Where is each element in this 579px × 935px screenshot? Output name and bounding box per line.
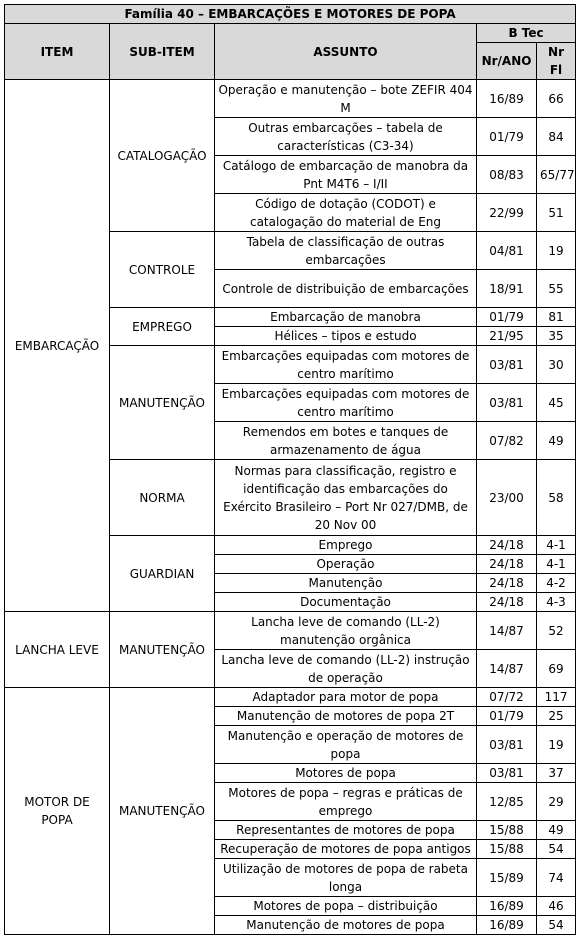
nrano-cell: 23/00 [477, 460, 537, 536]
nrfl-cell: 81 [537, 308, 576, 327]
assunto-cell: Embarcação de manobra [215, 308, 477, 327]
nrano-cell: 21/95 [477, 327, 537, 346]
nrfl-cell: 19 [537, 232, 576, 270]
nrfl-cell: 4-1 [537, 555, 576, 574]
assunto-cell: Operação e manutenção – bote ZEFIR 404 M [215, 80, 477, 118]
table-title: Família 40 – EMBARCAÇÕES E MOTORES DE POPA [5, 5, 576, 24]
nrano-cell: 07/72 [477, 688, 537, 707]
nrano-cell: 24/18 [477, 593, 537, 612]
nrano-cell: 15/88 [477, 840, 537, 859]
nrano-cell: 18/91 [477, 270, 537, 308]
nrfl-cell: 117 [537, 688, 576, 707]
header-subitem: SUB-ITEM [110, 24, 215, 80]
nrfl-cell: 65/77 [537, 156, 576, 194]
nrano-cell: 14/87 [477, 650, 537, 688]
nrano-cell: 01/79 [477, 308, 537, 327]
assunto-cell: Outras embarcações – tabela de características (C3-34) [215, 118, 477, 156]
assunto-cell: Manutenção e operação de motores de popa [215, 726, 477, 764]
assunto-cell: Lancha leve de comando (LL-2) manutenção orgânica [215, 612, 477, 650]
assunto-cell: Motores de popa – distribuição [215, 897, 477, 916]
nrfl-cell: 66 [537, 80, 576, 118]
nrano-cell: 15/88 [477, 821, 537, 840]
header-item: ITEM [5, 24, 110, 80]
header-nrano: Nr/ANO [477, 43, 537, 80]
nrfl-cell: 84 [537, 118, 576, 156]
nrano-cell: 24/18 [477, 555, 537, 574]
header-btec: B Tec [477, 24, 576, 43]
subitem-cell: MANUTENÇÃO [110, 612, 215, 688]
nrfl-cell: 4-1 [537, 536, 576, 555]
assunto-cell: Documentação [215, 593, 477, 612]
nrano-cell: 03/81 [477, 764, 537, 783]
table-body [5, 80, 576, 935]
assunto-cell: Emprego [215, 536, 477, 555]
assunto-cell: Utilização de motores de popa de rabeta longa [215, 859, 477, 897]
assunto-cell: Tabela de classificação de outras embarcações [215, 232, 477, 270]
nrfl-cell: 55 [537, 270, 576, 308]
nrano-cell: 07/82 [477, 422, 537, 460]
nrfl-cell: 29 [537, 783, 576, 821]
table-row [5, 612, 576, 650]
nrfl-cell: 51 [537, 194, 576, 232]
table-row [5, 80, 576, 118]
subitem-cell: CONTROLE [110, 232, 215, 308]
header-nrfl: Nr Fl [537, 43, 576, 80]
nrfl-cell: 45 [537, 384, 576, 422]
nrfl-cell: 49 [537, 821, 576, 840]
nrano-cell: 01/79 [477, 707, 537, 726]
nrfl-cell: 4-3 [537, 593, 576, 612]
nrano-cell: 03/81 [477, 726, 537, 764]
assunto-cell: Manutenção de motores de popa [215, 916, 477, 935]
nrano-cell: 03/81 [477, 346, 537, 384]
document-table [4, 4, 576, 935]
nrfl-cell: 4-2 [537, 574, 576, 593]
assunto-cell: Hélices – tipos e estudo [215, 327, 477, 346]
nrano-cell: 24/18 [477, 574, 537, 593]
assunto-cell: Embarcações equipadas com motores de centro marítimo [215, 346, 477, 384]
assunto-cell: Código de dotação (CODOT) e catalogação do material de Eng [215, 194, 477, 232]
table-row [5, 688, 576, 707]
nrano-cell: 15/89 [477, 859, 537, 897]
assunto-cell: Recuperação de motores de popa antigos [215, 840, 477, 859]
item-cell: MOTOR DE POPA [5, 688, 110, 935]
nrano-cell: 16/89 [477, 916, 537, 935]
nrano-cell: 14/87 [477, 612, 537, 650]
nrano-cell: 01/79 [477, 118, 537, 156]
subitem-cell: MANUTENÇÃO [110, 346, 215, 460]
nrfl-cell: 46 [537, 897, 576, 916]
header-assunto: ASSUNTO [215, 24, 477, 80]
nrfl-cell: 30 [537, 346, 576, 384]
assunto-cell: Remendos em botes e tanques de armazenamento de água [215, 422, 477, 460]
nrano-cell: 12/85 [477, 783, 537, 821]
nrfl-cell: 58 [537, 460, 576, 536]
assunto-cell: Normas para classificação, registro e identificação das embarcações do Exército Brasileiro – Port Nr 027/DMB, de 20 Nov 00 [215, 460, 477, 536]
nrfl-cell: 49 [537, 422, 576, 460]
nrano-cell: 04/81 [477, 232, 537, 270]
nrfl-cell: 37 [537, 764, 576, 783]
assunto-cell: Manutenção de motores de popa 2T [215, 707, 477, 726]
subitem-cell: NORMA [110, 460, 215, 536]
assunto-cell: Motores de popa – regras e práticas de emprego [215, 783, 477, 821]
nrfl-cell: 74 [537, 859, 576, 897]
nrfl-cell: 25 [537, 707, 576, 726]
nrfl-cell: 54 [537, 916, 576, 935]
nrfl-cell: 35 [537, 327, 576, 346]
nrano-cell: 08/83 [477, 156, 537, 194]
nrano-cell: 16/89 [477, 80, 537, 118]
item-cell: LANCHA LEVE [5, 612, 110, 688]
assunto-cell: Manutenção [215, 574, 477, 593]
assunto-cell: Catálogo de embarcação de manobra da Pnt M4T6 – I/II [215, 156, 477, 194]
assunto-cell: Embarcações equipadas com motores de centro marítimo [215, 384, 477, 422]
item-cell: EMBARCAÇÃO [5, 80, 110, 612]
nrano-cell: 03/81 [477, 384, 537, 422]
nrano-cell: 24/18 [477, 536, 537, 555]
assunto-cell: Controle de distribuição de embarcações [215, 270, 477, 308]
nrano-cell: 16/89 [477, 897, 537, 916]
nrfl-cell: 19 [537, 726, 576, 764]
assunto-cell: Operação [215, 555, 477, 574]
nrfl-cell: 54 [537, 840, 576, 859]
subitem-cell: GUARDIAN [110, 536, 215, 612]
assunto-cell: Lancha leve de comando (LL-2) instrução de operação [215, 650, 477, 688]
nrfl-cell: 69 [537, 650, 576, 688]
subitem-cell: EMPREGO [110, 308, 215, 346]
subitem-cell: CATALOGAÇÃO [110, 80, 215, 232]
assunto-cell: Representantes de motores de popa [215, 821, 477, 840]
nrfl-cell: 52 [537, 612, 576, 650]
nrano-cell: 22/99 [477, 194, 537, 232]
assunto-cell: Motores de popa [215, 764, 477, 783]
subitem-cell: MANUTENÇÃO [110, 688, 215, 935]
assunto-cell: Adaptador para motor de popa [215, 688, 477, 707]
